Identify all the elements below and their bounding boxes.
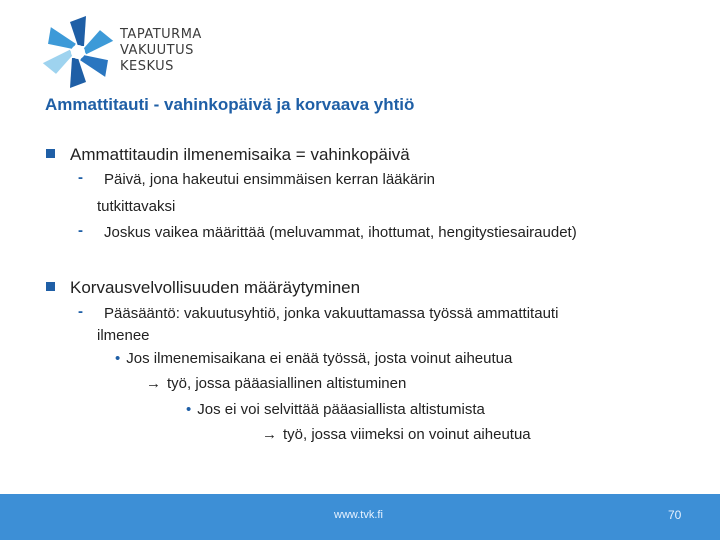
right-arrow-icon: →	[262, 426, 277, 443]
section-2-sub-1-text: Jos ilmenemisaikana ei enää työssä, josta voinut aiheutua	[126, 350, 513, 367]
dash-bullet-icon: -	[78, 169, 83, 186]
slide-title: Ammattitauti - vahinkopäivä ja korvaava yhtiö	[45, 95, 415, 114]
footer-url: www.tvk.fi	[334, 509, 383, 521]
tvk-star-logo-icon	[38, 12, 118, 92]
section-1-heading	[46, 145, 410, 165]
section-2-sub-2	[186, 399, 485, 420]
page-number: 70	[668, 508, 682, 522]
dash-bullet-icon: -	[78, 222, 83, 239]
logo-line-2: VAKUUTUS	[120, 43, 194, 58]
square-bullet-icon	[46, 282, 55, 291]
right-arrow-icon: →	[146, 375, 161, 392]
section-2-item-1-cont: ilmenee	[97, 327, 150, 344]
section-2-item-1: Pääsääntö: vakuutusyhtiö, jonka vakuuttamassa työssä ammattitauti	[104, 305, 559, 322]
section-1-heading-text: Ammattitaudin ilmenemisaika = vahinkopäivä	[70, 145, 410, 164]
section-2-heading-text: Korvausvelvollisuuden määräytyminen	[70, 278, 361, 297]
section-2-sub-2-arrow-text: työ, jossa viimeksi on voinut aiheutua	[283, 426, 531, 443]
logo-wordmark	[120, 27, 202, 75]
square-bullet-icon	[46, 149, 55, 158]
dot-bullet-icon: •	[115, 350, 121, 367]
section-2-sub-2-text: Jos ei voi selvittää pääasiallista altistumista	[197, 401, 485, 418]
section-1-item-1: Päivä, jona hakeutui ensimmäisen kerran lääkärin	[104, 171, 436, 188]
dot-bullet-icon: •	[186, 401, 192, 418]
section-1-item-1-cont: tutkittavaksi	[97, 198, 176, 215]
logo-line-1: TAPATURMA	[120, 27, 202, 42]
section-2-sub-2-arrow	[262, 424, 531, 445]
section-2-sub-1	[115, 348, 512, 369]
section-1-item-2: Joskus vaikea määrittää (meluvammat, ihottumat, hengitystiesairaudet)	[104, 224, 577, 241]
logo-line-3: KESKUS	[120, 59, 174, 74]
dash-bullet-icon: -	[78, 303, 83, 320]
section-2-sub-1-arrow-text: työ, jossa pääasiallinen altistuminen	[167, 375, 407, 392]
section-2-heading	[46, 278, 360, 298]
footer-bar	[0, 494, 720, 540]
section-2-sub-1-arrow	[146, 373, 406, 394]
